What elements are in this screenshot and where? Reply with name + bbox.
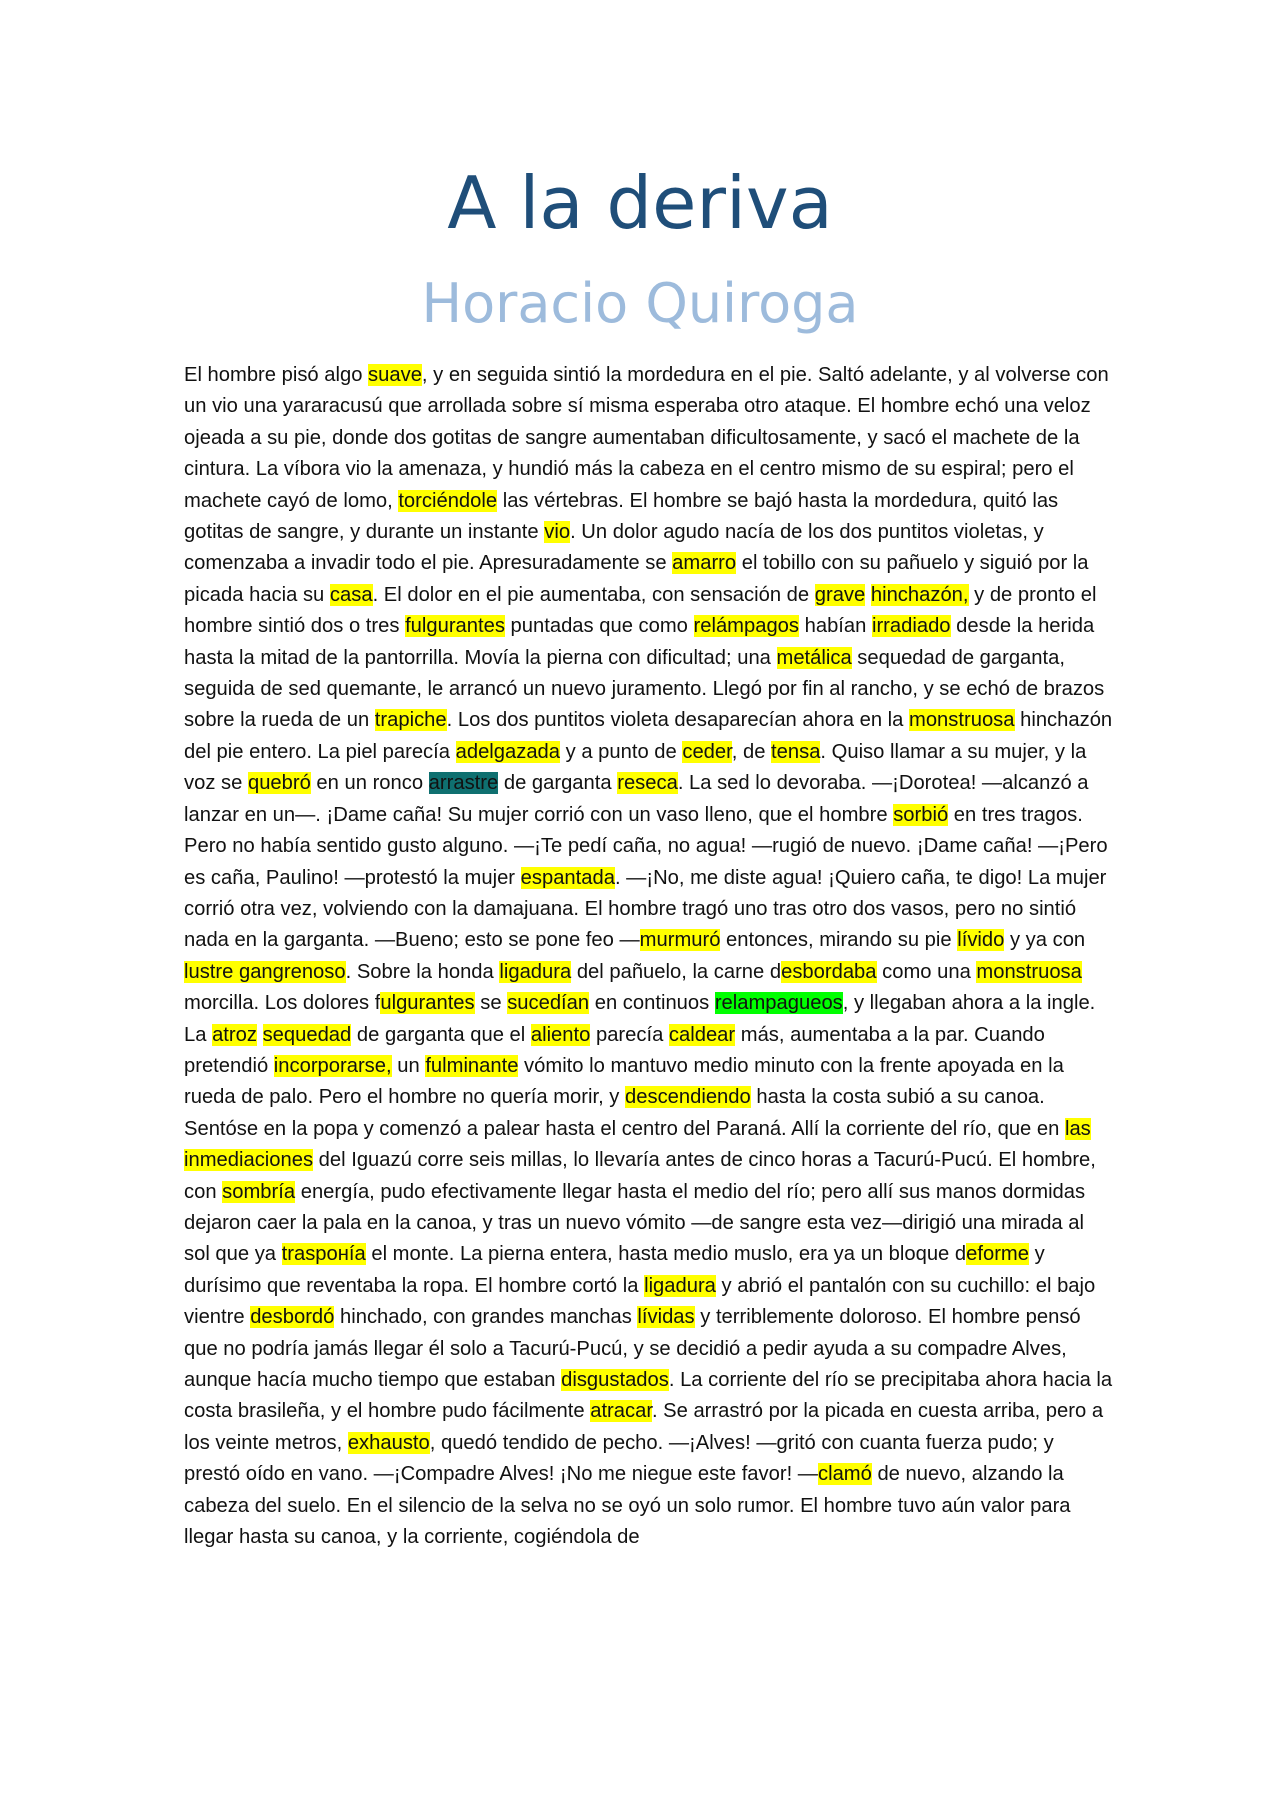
highlighted-word: irradiado (871, 615, 951, 638)
body-text-run: y abrió el pantalón con su cuchillo: el bajo vientre (184, 1274, 1096, 1329)
body-text-run: como una (876, 960, 977, 983)
highlighted-word: murmuró (639, 929, 721, 952)
highlighted-word: eforme (966, 1243, 1029, 1266)
body-text-run: y de pronto el hombre sintió dos o tres (184, 583, 1097, 638)
highlighted-word: las inmediaciones (184, 1117, 1091, 1172)
body-text-run: del Iguazú corre seis millas, lo llevaría antes de cinco horas a Tacurú-Pucú. El hombre, con (184, 1149, 1096, 1203)
body-text-run: de garganta (498, 772, 618, 795)
highlighted-word: atracar (590, 1400, 652, 1423)
highlighted-word: reseca (617, 772, 678, 795)
highlighted-word: incorporarse, (273, 1054, 392, 1077)
highlighted-word: atroz (212, 1023, 257, 1046)
highlighted-word: caldear (668, 1023, 736, 1046)
body-text-run: . —¡No, me diste agua! ¡Quiero caña, te digo! La mujer corrió otra vez, volviendo con la damajuana. El hombre tragó uno tras otro dos vasos, pero no sintió nada en la garganta. —Bueno; esto se pone feo — (184, 866, 1107, 952)
body-text-run: . La sed lo devoraba. —¡Dorotea! —alcanzó a lanzar en un—. ¡Dame caña! Su mujer corrió con un vaso lleno, que el hombre (184, 772, 1089, 826)
highlighted-word: torciéndole (398, 489, 498, 512)
highlighted-word: quebró (247, 772, 311, 795)
body-text-run: el tobillo con su pañuelo y siguió por la picada hacia su (184, 552, 1089, 606)
highlighted-word: grave (814, 583, 866, 606)
body-text-run: . El dolor en el pie aumentaba, con sensación de (372, 583, 815, 606)
highlighted-word: lívidas (637, 1306, 695, 1329)
highlighted-word: trapiche (374, 709, 447, 732)
highlighted-word: ligadura (644, 1274, 716, 1297)
body-text-run: se (474, 992, 508, 1015)
highlighted-word: sorbió (893, 803, 949, 826)
highlighted-word: fulminante (425, 1054, 519, 1077)
body-text-run: en continuos (589, 992, 715, 1015)
highlighted-word: relampagueos (714, 992, 843, 1015)
body-text-run: energía, pudo efectivamente llegar hasta el medio del río; pero allí sus manos dormidas dejaron caer la pala en la canoa, y tras un nuevo vómito —de sangre esta vez—dirigió una mirada al sol que ya (184, 1180, 1086, 1266)
document-title: A la deriva (447, 161, 833, 245)
body-text-run: sequedad de garganta, seguida de sed quemante, le arrancó un nuevo juramento. Llegó por fin al rancho, y se echó de brazos sobre la rueda de un (184, 646, 1105, 732)
body-text-run: y a punto de (560, 740, 683, 763)
body-text-run: de nuevo, alzando la cabeza del suelo. En el silencio de la selva no se oyó un solo rumor. El hombre tuvo aún valor para llegar hasta su canoa, y la corriente, cogiéndola de (184, 1463, 1071, 1549)
body-text-run (257, 1024, 263, 1046)
body-text-run: puntadas que como (504, 615, 694, 638)
highlighted-word: adelgazada (455, 740, 561, 763)
body-text-run: un (391, 1054, 426, 1077)
body-text-run: entonces, mirando su pie (720, 929, 958, 952)
story-body (184, 360, 1114, 1553)
body-text-run: hinchazón del pie entero. La piel parecía (184, 709, 1113, 763)
body-text-run: hasta la costa subió a su canoa. Sentóse en la popa y comenzó a palear hasta el centro del Paraná. Allí la corriente del río, que en (184, 1086, 1065, 1140)
body-text-run: vómito lo mantuvo medio minuto con la frente apoyada en la rueda de palo. Pero el hombre no quería morir, y (184, 1054, 1064, 1109)
highlighted-word: espantada (520, 866, 615, 889)
highlighted-word: ulgurantes (380, 992, 475, 1015)
highlighted-word: monstruosa (909, 709, 1015, 732)
highlighted-word: monstruosa (976, 960, 1082, 983)
body-text-run: , y llegaban ahora a la ingle. La (184, 992, 1096, 1046)
highlighted-word: disgustados (561, 1369, 669, 1391)
highlighted-word: relámpagos (693, 615, 799, 638)
body-text-run: El hombre pisó algo (184, 364, 369, 386)
highlighted-word: exhausto (347, 1431, 430, 1454)
highlighted-word: arrastre (428, 772, 499, 795)
highlighted-word: aliento (530, 1023, 591, 1046)
highlighted-word: fulgurantes (405, 615, 505, 638)
highlighted-word: vio (544, 521, 571, 544)
highlighted-word: ceder (682, 740, 732, 763)
body-text-run: el monte. La pierna entera, hasta medio muslo, era ya un bloque d (365, 1243, 967, 1266)
body-text-run: parecía (590, 1023, 669, 1046)
body-text-run: y durísimo que reventaba la ropa. El hombre cortó la (184, 1243, 1045, 1297)
body-text-run: desde la herida hasta la mitad de la pantorrilla. Movía la pierna con dificultad; una (184, 615, 1095, 669)
highlighted-word: hinchazón, (870, 583, 969, 606)
document-author: Horacio Quiroga (421, 272, 859, 335)
body-text-run: de garganta que el (351, 1023, 531, 1046)
highlighted-word: ligadura (499, 960, 572, 983)
body-text-run: en tres tragos. Pero no había sentido gusto alguno. —¡Te pedí caña, no agua! —rugió de nuevo. ¡Dame caña! —¡Pero es caña, Paulino! —protestó la mujer (184, 803, 1108, 889)
highlighted-word: amarro (672, 552, 737, 575)
highlighted-word: casa (329, 583, 373, 606)
highlighted-word: sequedad (262, 1023, 352, 1046)
body-text-run: del pañuelo, la carne d (571, 960, 782, 983)
body-text-run: . Sobre la honda (345, 960, 500, 983)
body-text-run: habían (799, 615, 872, 638)
body-text-run: en un ronco (310, 772, 429, 795)
highlighted-word: lustre gangrenoso (184, 960, 346, 983)
body-text-run: hinchado, con grandes manchas (334, 1306, 638, 1329)
body-text-run: , y en seguida sintió la mordedura en el pie. Saltó adelante, y al volverse con un vio una yararacusú que arrollada sobre sí misma esperaba otro ataque. El hombre echó una veloz ojeada a su pie, donde dos gotitas de sangre aumentaban dificultosamente, y sacó el machete de la cintura. La víbora vio la amenaza, y hundió más la cabeza en el centro mismo de su espiral; pero el machete cayó de lomo, (184, 364, 1109, 512)
body-text-run: , de (731, 740, 772, 763)
highlighted-word: tensa (771, 740, 821, 763)
highlighted-word: descendiendo (625, 1086, 751, 1109)
body-text-run: y terriblemente doloroso. El hombre pensó que no podría jamás llegar él solo a Tacurú-Pucú, y se decidió a pedir ayuda a su compadre Alves, aunque hacía mucho tiempo que estaban (184, 1306, 1081, 1391)
body-text-run: y ya con (1004, 929, 1086, 952)
body-text-run: , quedó tendido de pecho. —¡Alves! —gritó con cuanta fuerza pudo; y prestó oído en vano. —¡Compadre Alves! ¡No me niegue este favor! — (184, 1431, 1054, 1486)
body-text-run: . Un dolor agudo nacía de los dos puntitos violetas, y comenzaba a invadir todo el pie. Apresuradamente se (184, 521, 1044, 575)
highlighted-word: esbordaba (781, 960, 877, 983)
body-text-run: . Se arrastró por la picada en cuesta arriba, pero a los veinte metros, (184, 1400, 1104, 1454)
body-text-run: morcilla. Los dolores f (184, 992, 381, 1015)
body-text-run: las vértebras. El hombre se bajó hasta la mordedura, quitó las gotitas de sangre, y durante un instante (184, 489, 1059, 544)
body-text-run: . Quiso llamar a su mujer, y la voz se (184, 740, 1087, 795)
highlighted-word: clamó (817, 1463, 872, 1486)
highlighted-word: sucedían (507, 992, 590, 1015)
body-text-run: . La corriente del río se precipitaba ahora hacia la costa brasileña, y el hombre pudo fácilmente (184, 1369, 1113, 1423)
body-text-run: más, aumentaba a la par. Cuando pretendió (184, 1023, 1045, 1077)
highlighted-word: traspонía (281, 1243, 366, 1266)
highlighted-word: desbordó (250, 1306, 335, 1329)
highlighted-word: metálica (776, 646, 852, 669)
highlighted-word: lívido (957, 929, 1005, 952)
body-text-run: . Los dos puntitos violeta desaparecían ahora en la (446, 709, 910, 732)
highlighted-word: sombría (222, 1180, 296, 1203)
highlighted-word: suave (368, 364, 422, 386)
